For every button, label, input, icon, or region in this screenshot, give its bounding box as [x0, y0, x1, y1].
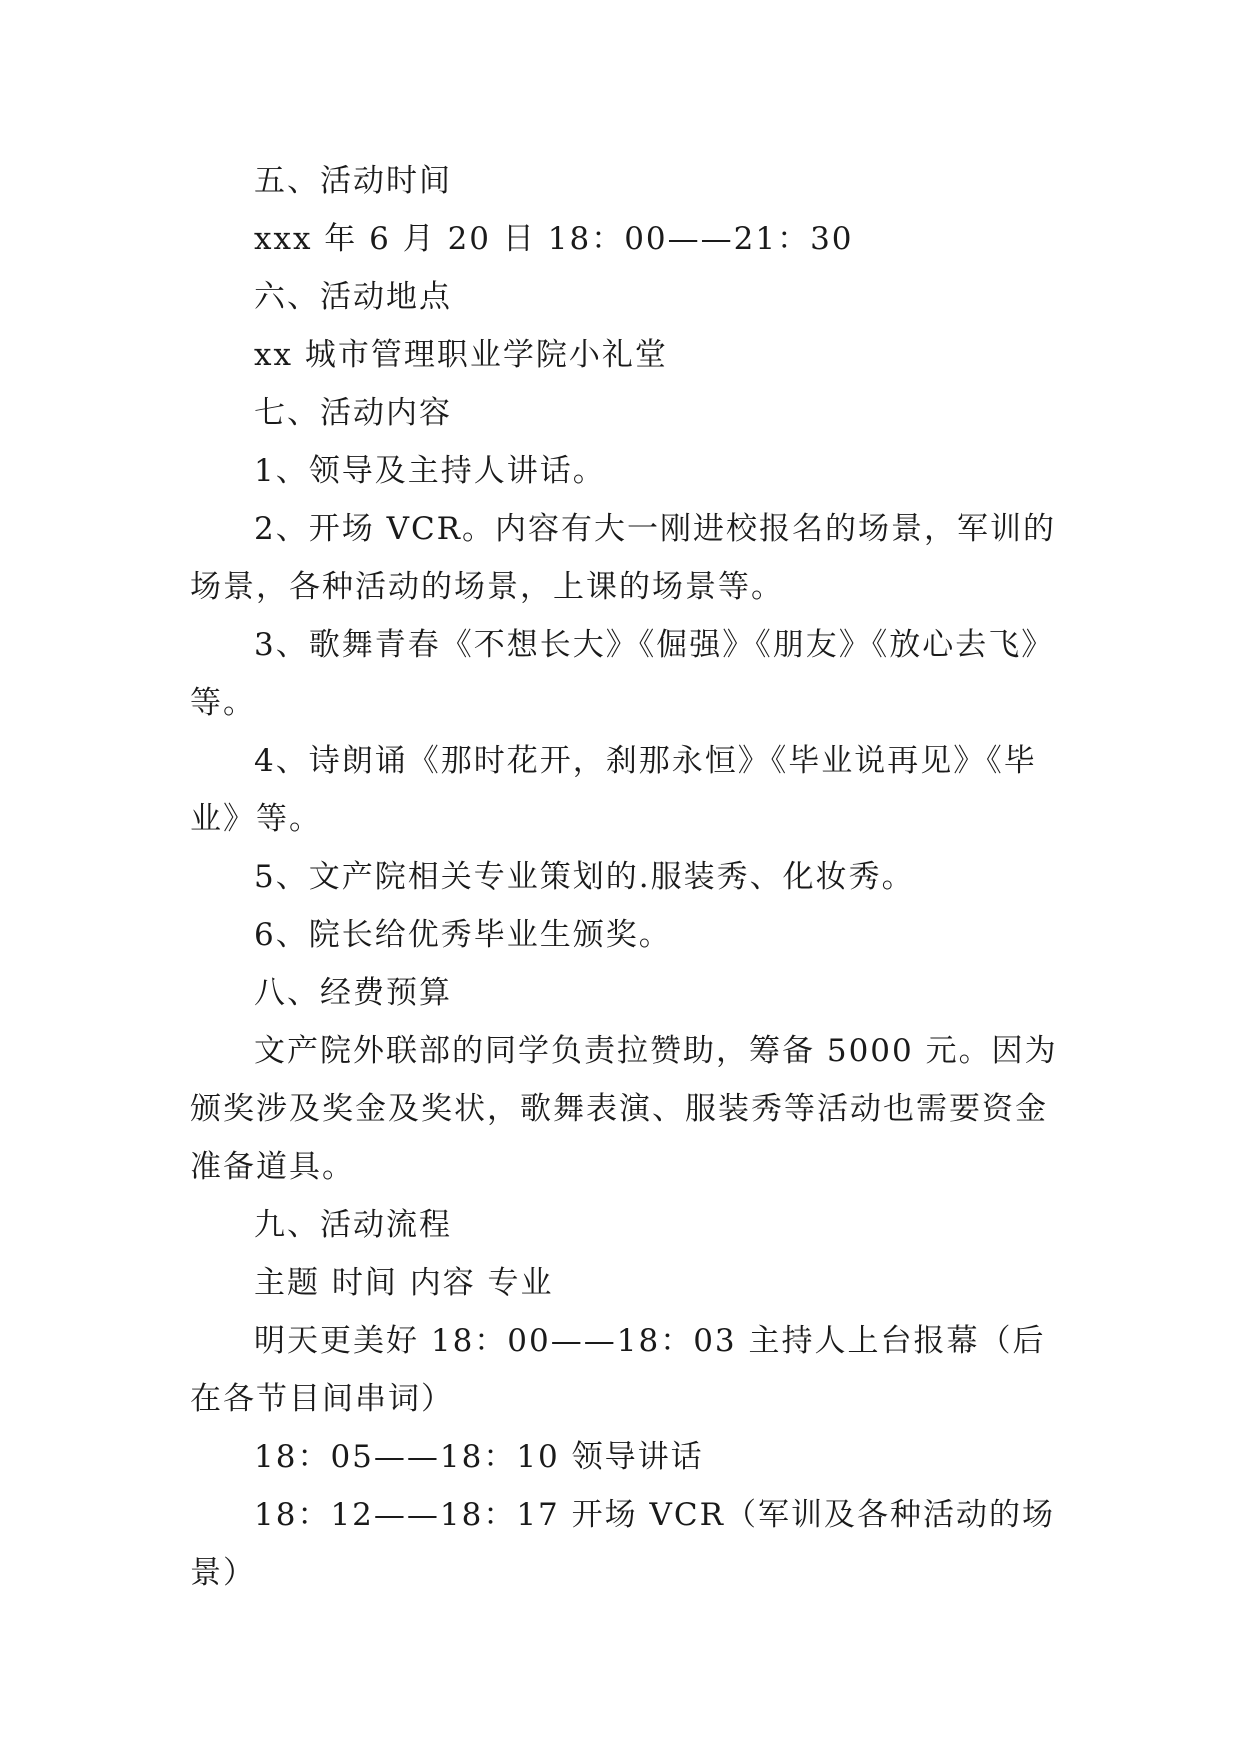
- document-body: [190, 152, 1070, 1602]
- budget-text: 文产院外联部的同学负责拉赞助，筹备 5000 元。因为颁奖涉及奖金及奖状，歌舞表演、服装秀等活动也需要资金准备道具。: [190, 1033, 1058, 1185]
- section-heading-budget: 八、经费预算: [254, 975, 452, 1011]
- section-heading-process: 九、活动流程: [254, 1207, 452, 1243]
- content-item-3: 3、歌舞青春《不想长大》《倔强》《朋友》《放心去飞》等。: [190, 627, 1055, 721]
- section-heading-location: 六、活动地点: [254, 279, 452, 315]
- process-header: 主题 时间 内容 专业: [254, 1265, 554, 1301]
- content-item-4: 4、诗朗诵《那时花开，刹那永恒》《毕业说再见》《毕业》等。: [190, 743, 1037, 837]
- process-row-3: 18：12——18：17 开场 VCR（军训及各种活动的场景）: [190, 1497, 1055, 1591]
- event-time: xxx 年 6 月 20 日 18：00——21：30: [254, 221, 854, 257]
- content-item-1: 1、领导及主持人讲话。: [254, 453, 606, 489]
- content-item-6: 6、院长给优秀毕业生颁奖。: [254, 917, 672, 953]
- content-item-5: 5、文产院相关专业策划的.服装秀、化妆秀。: [254, 859, 915, 895]
- process-row-1: 明天更美好 18：00——18：03 主持人上台报幕（后在各节目间串词）: [190, 1323, 1046, 1417]
- section-heading-time: 五、活动时间: [254, 163, 452, 199]
- event-location: xx 城市管理职业学院小礼堂: [254, 337, 668, 373]
- section-heading-content: 七、活动内容: [254, 395, 452, 431]
- process-row-2: 18：05——18：10 领导讲话: [254, 1439, 704, 1475]
- content-item-2: 2、开场 VCR。内容有大一刚进校报名的场景，军训的场景，各种活动的场景，上课的场景等。: [190, 511, 1057, 605]
